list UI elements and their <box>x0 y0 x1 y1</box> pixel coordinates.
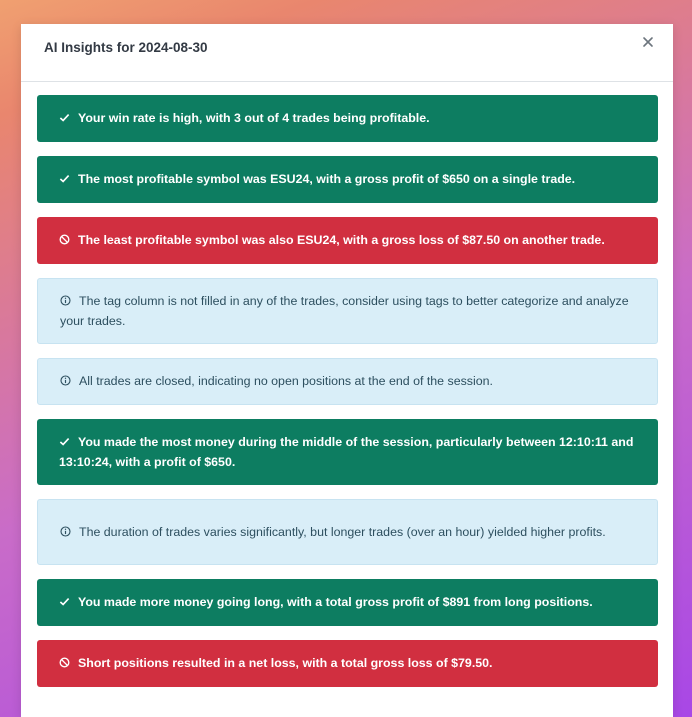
insight-alert-info <box>37 278 658 344</box>
insight-alert-info <box>37 358 658 405</box>
insight-text-wrap <box>59 654 493 674</box>
ban-icon <box>59 234 70 245</box>
close-button[interactable] <box>639 33 657 51</box>
insight-text-wrap <box>59 109 430 129</box>
insight-alert-success <box>37 419 658 485</box>
insight-alert-success <box>37 95 658 142</box>
insight-text: The least profitable symbol was also ESU24, with a gross loss of $87.50 on another trade. <box>78 232 605 247</box>
insight-text-wrap <box>60 522 606 543</box>
insight-alert-danger <box>37 217 658 264</box>
insight-alert-danger <box>37 640 658 687</box>
insight-text-wrap <box>59 432 640 472</box>
check-icon <box>59 436 70 447</box>
insight-text-wrap <box>59 231 605 251</box>
insight-text-wrap <box>59 170 575 190</box>
modal-title: AI Insights for 2024-08-30 <box>44 40 208 55</box>
insight-alert-success <box>37 156 658 203</box>
insight-text: Your win rate is high, with 3 out of 4 trades being profitable. <box>78 110 430 125</box>
ban-icon <box>59 657 70 668</box>
insight-alert-info <box>37 499 658 565</box>
insight-text: All trades are closed, indicating no open positions at the end of the session. <box>79 373 493 388</box>
info-icon <box>60 295 71 306</box>
insight-text-wrap <box>60 291 639 331</box>
insight-text-wrap <box>60 372 493 392</box>
modal-header <box>21 24 673 82</box>
check-icon <box>59 112 70 123</box>
insights-list <box>37 95 658 701</box>
info-icon <box>60 375 71 386</box>
insight-text: Short positions resulted in a net loss, with a total gross loss of $79.50. <box>78 655 493 670</box>
check-icon <box>59 596 70 607</box>
insight-alert-success <box>37 579 658 626</box>
ai-insights-modal <box>21 24 673 717</box>
insight-text: The duration of trades varies significantly, but longer trades (over an hour) yielded higher profits. <box>79 524 606 539</box>
insight-text-wrap <box>59 593 593 613</box>
insight-text: The most profitable symbol was ESU24, with a gross profit of $650 on a single trade. <box>78 171 576 186</box>
insight-text: You made the most money during the middle of the session, particularly between 12:10:11 and 13:10:24, with a profit of $650. <box>59 435 634 469</box>
insight-text: You made more money going long, with a total gross profit of $891 from long positions. <box>78 594 593 609</box>
info-icon <box>60 526 71 537</box>
check-icon <box>59 173 70 184</box>
insight-text: The tag column is not filled in any of the trades, consider using tags to better categorize and analyze your trades. <box>60 294 629 328</box>
close-icon <box>639 33 657 51</box>
